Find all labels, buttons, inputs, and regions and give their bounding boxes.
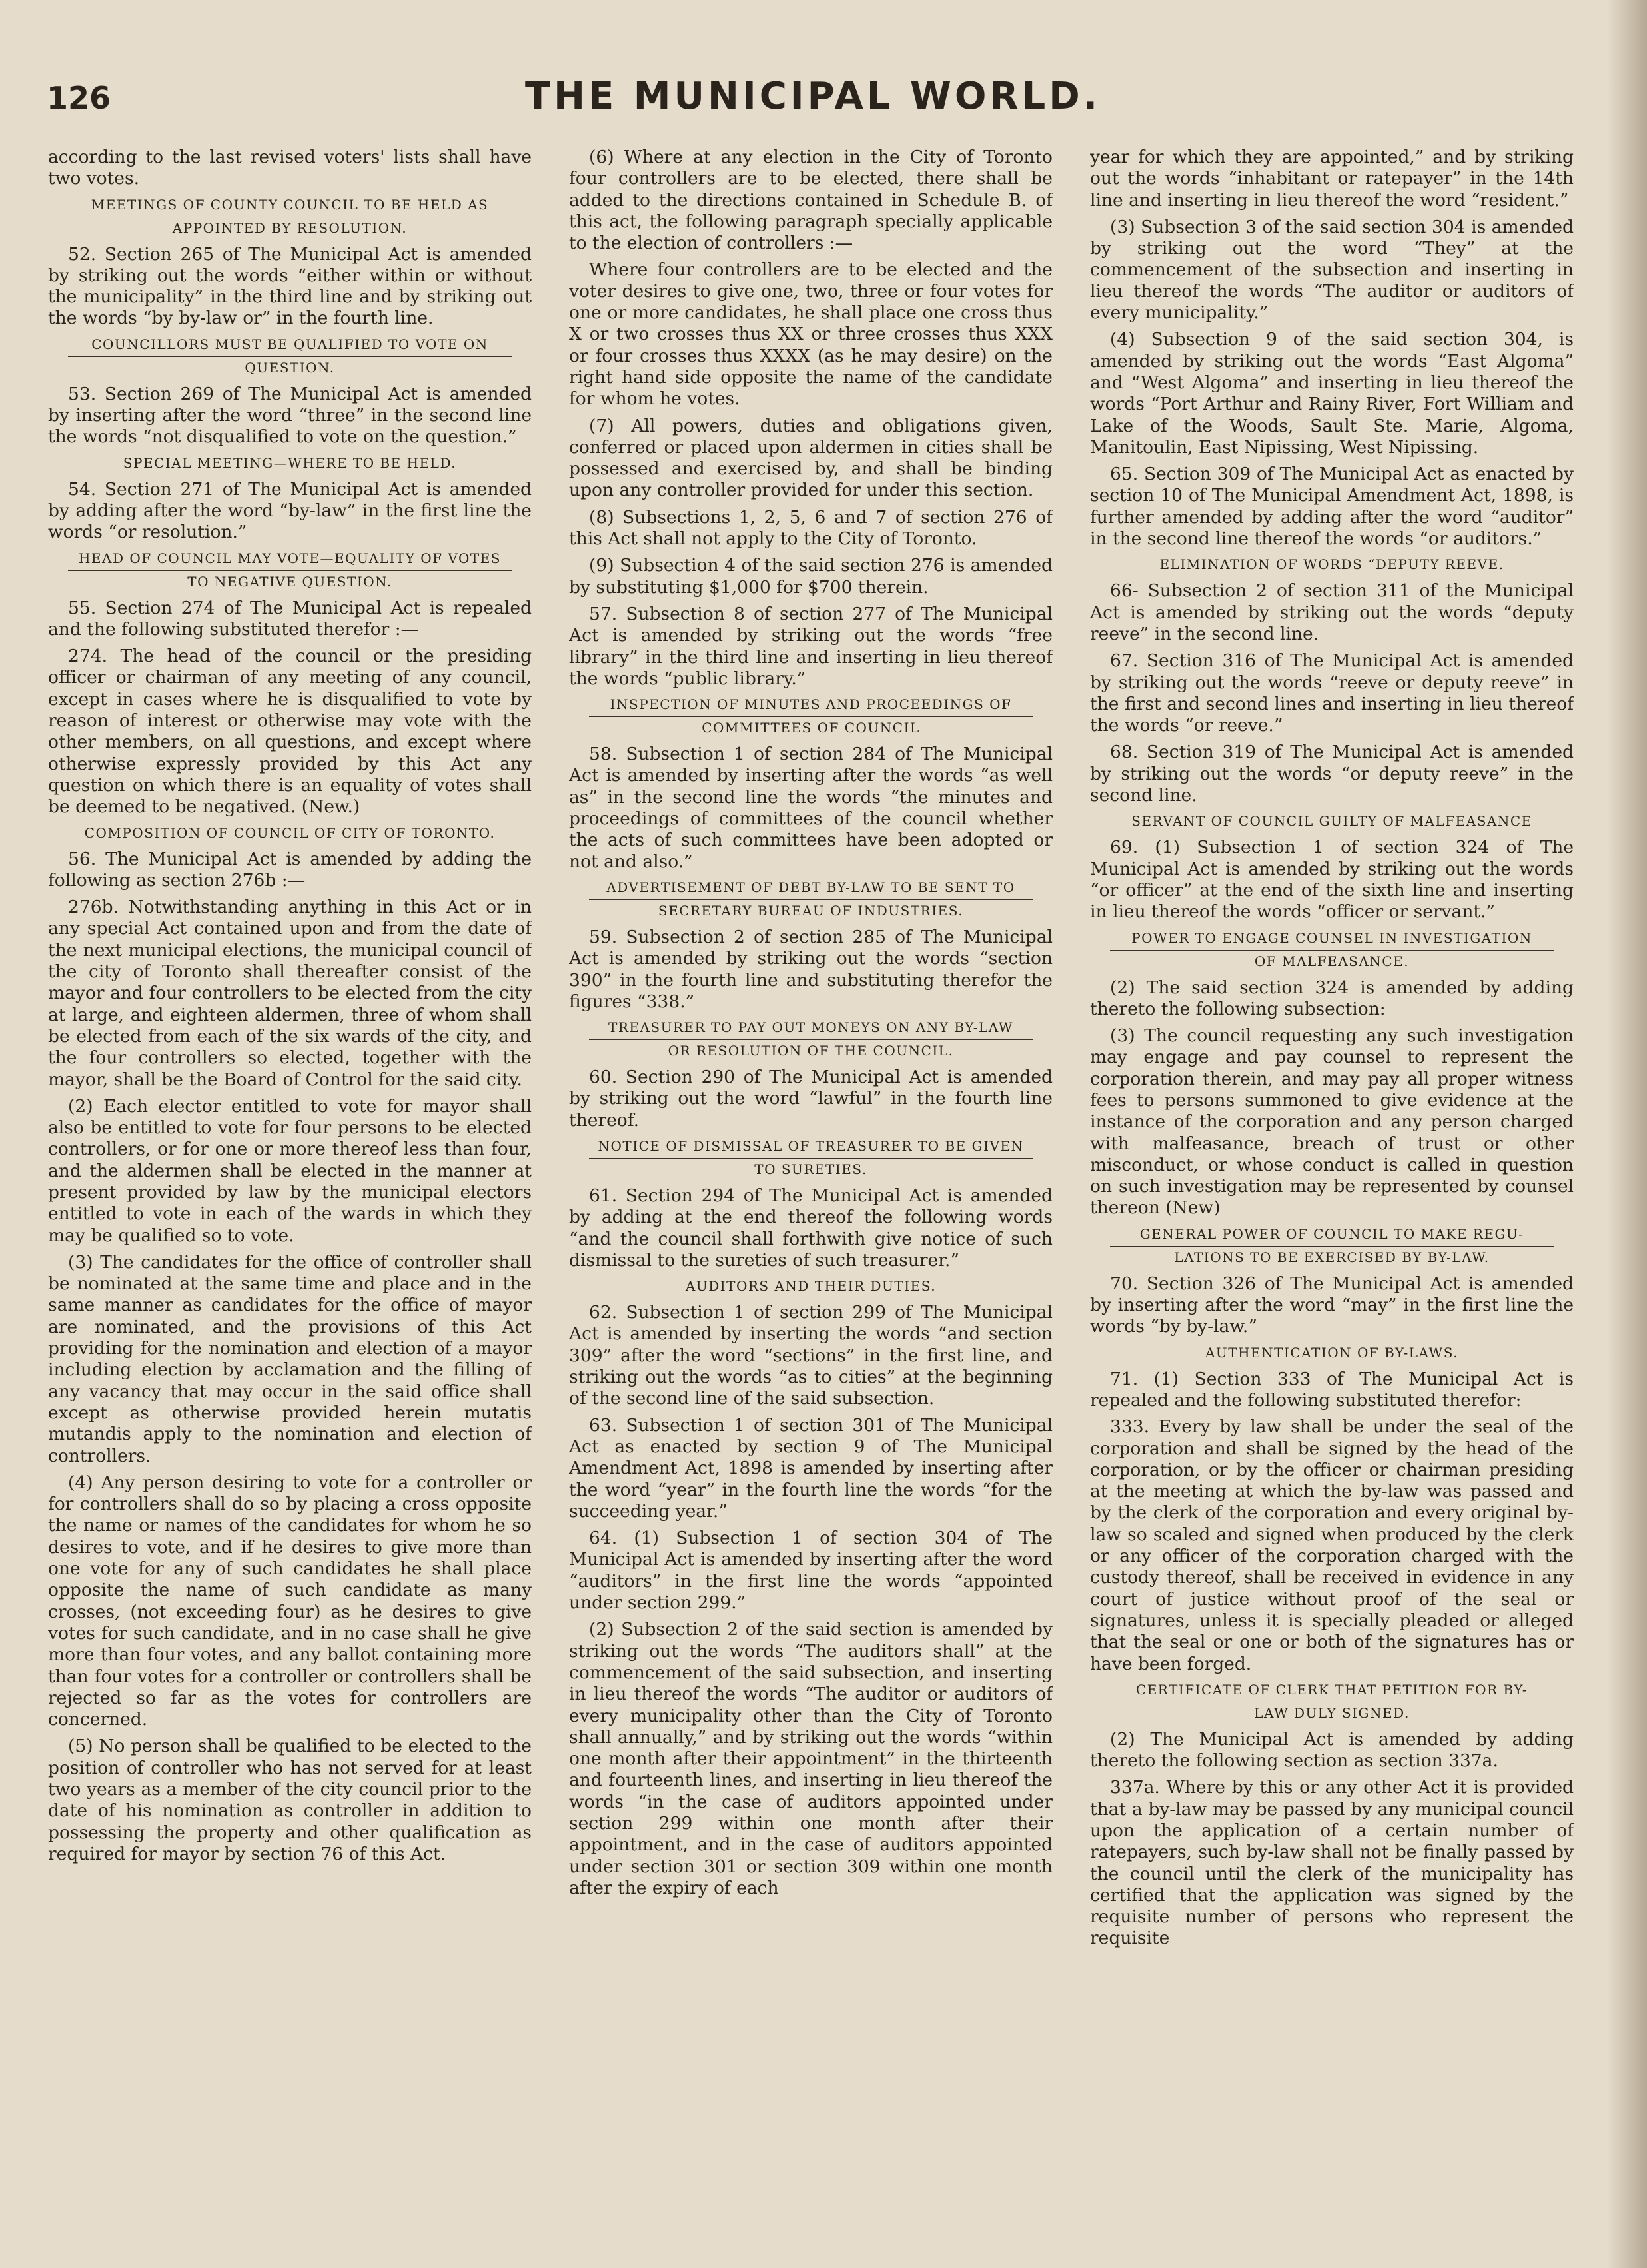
section-heading-line: AUDITORS AND THEIR DUTIES.: [685, 1278, 937, 1295]
paragraph: year for which they are appointed,” and by striking out the words “inhabitant or ratepayer” in the 14th line and inserting in lieu thereof the word “resident.”: [1090, 147, 1574, 211]
paragraph: 337a. Where by this or any other Act it is provided that a by-law may be passed by any municipal council upon the application of a certain number of ratepayers, such by-law shall not be finally passed by the council until the clerk of the municipality has certified that the application was signed by the requisite number of persons who represent the requisite: [1090, 1777, 1574, 1949]
paragraph: 276b. Notwithstanding anything in this Act or in any special Act contained upon and from the date of the next municipal elections, the municipal council of the city of Toronto shall thereafter consist of the mayor and four controllers to be elected from the city at large, and eighteen aldermen, three of whom shall be elected from each of the six wards of the city, and the four controllers so elected, together with the mayor, shall be the Board of Control for the said city.: [48, 897, 532, 1090]
section-heading-line: AUTHENTICATION OF BY-LAWS.: [1205, 1344, 1459, 1361]
section-heading-line: COMPOSITION OF COUNCIL OF CITY OF TORONTO.: [84, 824, 496, 841]
paragraph: (3) The council requesting any such investigation may engage and pay counsel to represent the corporation therein, and may pay all proper witness fees to persons summoned to give evidence at the instance of the corporation and any person charged with malfeasance, breach of trust or other misconduct, or whose conduct is called in question on such investigation may be represented by counsel thereon (New): [1090, 1025, 1574, 1219]
paragraph: 57. Subsection 8 of section 277 of The Municipal Act is amended by striking out the words “free library” in the third line and inserting in lieu thereof the words “public library.”: [569, 603, 1053, 689]
paragraph: (4) Any person desiring to vote for a controller or for controllers shall do so by placing a cross opposite the name or names of the candidates for whom he so desires to vote, and if he desires to give more than one vote for any of such candidates he shall place opposite the name of such candidate as many crosses, (not exceeding four) as he desires to give votes for such candidate, and in no case shall he give more than four votes, and any ballot containing more than four votes for a controller or controllers shall be rejected so far as the votes for controllers are concerned.: [48, 1472, 532, 1730]
paragraph: 59. Subsection 2 of section 285 of The Municipal Act is amended by striking out the words “section 390” in the fourth line and substituting therefor the figures “338.”: [569, 926, 1053, 1012]
paragraph: 274. The head of the council or the presiding officer or chairman of any meeting of any council, except in cases where he is disqualified to vote by reason of interest or otherwise may vote with the other members, on all questions, and except where otherwise expressly provided by this Act any question on which there is an equality of votes shall be deemed to be negatived. (New.): [48, 646, 532, 818]
section-heading: [569, 1277, 1053, 1295]
paragraph: 70. Section 326 of The Municipal Act is amended by inserting after the word “may” in the first line the words “by by-law.”: [1090, 1273, 1574, 1337]
section-heading-line: GENERAL POWER OF COUNCIL TO MAKE REGU-: [1139, 1225, 1524, 1242]
paragraph: 60. Section 290 of The Municipal Act is amended by striking out the word “lawful” in the fourth line thereof.: [569, 1067, 1053, 1131]
section-heading-line: LATIONS TO BE EXERCISED BY BY-LAW.: [1110, 1246, 1554, 1267]
section-heading: [48, 824, 532, 842]
paragraph: 67. Section 316 of The Municipal Act is amended by striking out the words “reeve or deputy reeve” in the first and second lines and inserting in lieu thereof the words “or reeve.”: [1090, 650, 1574, 736]
section-heading-line: COUNCILLORS MUST BE QUALIFIED TO VOTE ON: [91, 336, 488, 352]
page-number: 126: [47, 80, 111, 116]
paragraph: 68. Section 319 of The Municipal Act is amended by striking out the words “or deputy reeve” in the second line.: [1090, 742, 1574, 806]
section-heading-line: TO NEGATIVE QUESTION.: [68, 570, 512, 591]
section-heading: [569, 695, 1053, 737]
paragraph: (7) All powers, duties and obligations given, conferred or placed upon aldermen in cities shall be possessed and exercised by, and shall be binding upon any controller provided for under this section.: [569, 415, 1053, 501]
section-heading-line: NOTICE OF DISMISSAL OF TREASURER TO BE GIVEN: [598, 1137, 1024, 1154]
paragraph: 58. Subsection 1 of section 284 of The Municipal Act is amended by inserting after the words “as well as” in the second line the words “the minutes and proceedings of committees of the council whether the acts of such committees have been adopted or not and also.”: [569, 744, 1053, 872]
paragraph: 62. Subsection 1 of section 299 of The Municipal Act is amended by inserting the words “and section 309” after the word “sections” in the first line, and striking out the words “as to cities” at the beginning of the second line of the said subsection.: [569, 1302, 1053, 1409]
paragraph: (4) Subsection 9 of the said section 304, is amended by striking out the words “East Algoma” and “West Algoma” and inserting in lieu thereof the words “Port Arthur and Rainy River, Fort William and Lake of the Woods, Sault Ste. Marie, Algoma, Manitoulin, East Nipissing, West Nipissing.: [1090, 329, 1574, 458]
section-heading: [48, 549, 532, 591]
section-heading-line: SERVANT OF COUNCIL GUILTY OF MALFEASANCE: [1131, 813, 1532, 830]
paragraph: 53. Section 269 of The Municipal Act is amended by inserting after the word “three” in the second line the words “not disqualified to vote on the question.”: [48, 383, 532, 448]
column-3: [1090, 147, 1574, 2245]
paragraph: 65. Section 309 of The Municipal Act as enacted by section 10 of The Municipal Amendment Act, 1898, is further amended by adding after the word “auditor” in the second line thereof the words “or auditors.”: [1090, 464, 1574, 550]
section-heading-line: HEAD OF COUNCIL MAY VOTE—EQUALITY OF VOTES: [78, 550, 502, 566]
section-heading: [1090, 1680, 1574, 1722]
section-heading: [1090, 929, 1574, 971]
paragraph: (3) The candidates for the office of controller shall be nominated at the same time and place and in the same manner as candidates for the office of mayor are nominated, and the provisions of this Act providing for the nomination and election of a mayor including election by acclamation and the filling of any vacancy that may occur in the said office shall except as otherwise provided herein mutatis mutandis apply to the nomination and election of controllers.: [48, 1251, 532, 1466]
section-heading: [48, 335, 532, 377]
paragraph: (3) Subsection 3 of the said section 304 is amended by striking out the word “They” at the commencement of the subsection and inserting in lieu thereof the words “The auditor or auditors of every municipality.”: [1090, 216, 1574, 324]
section-heading: [48, 454, 532, 472]
paragraph: (6) Where at any election in the City of Toronto four controllers are to be elected, there shall be added to the directions contained in Schedule B. of this act, the following paragraph specially applicable to the election of controllers :—: [569, 147, 1053, 254]
column-2: [569, 147, 1053, 2245]
paragraph: 66- Subsection 2 of section 311 of the Municipal Act is amended by striking out the words “deputy reeve” in the second line.: [1090, 580, 1574, 644]
section-heading: [569, 1018, 1053, 1060]
paragraph: 56. The Municipal Act is amended by adding the following as section 276b :—: [48, 848, 532, 891]
section-heading-line: COMMITTEES OF COUNCIL: [589, 716, 1033, 737]
page-header: [40, 75, 1586, 128]
section-heading: [1090, 1343, 1574, 1362]
section-heading-line: POWER TO ENGAGE COUNSEL IN INVESTIGATION: [1131, 929, 1532, 946]
section-heading-line: MEETINGS OF COUNTY COUNCIL TO BE HELD AS: [91, 196, 489, 213]
paragraph: (2) The Municipal Act is amended by adding thereto the following section as section 337a.: [1090, 1728, 1574, 1772]
paragraph: according to the last revised voters' lists shall have two votes.: [48, 147, 532, 189]
section-heading-line: TO SURETIES.: [589, 1158, 1033, 1179]
paragraph: 333. Every by law shall be under the seal of the corporation and shall be signed by the head of the corporation, or by the officer or chairman presiding at the meeting at which the by-law was passed and by the clerk of the corporation and every original by-law so scaled and signed when produced by the clerk or any officer of the corporation charged with the custody thereof, shall be received in evidence in any court of justice without proof of the seal or signatures, unless it is specially pleaded or alleged that the seal or one or both of the signatures has or have been forged.: [1090, 1417, 1574, 1674]
section-heading-line: OF MALFEASANCE.: [1110, 950, 1554, 971]
paragraph: 63. Subsection 1 of section 301 of The Municipal Act as enacted by section 9 of The Municipal Amendment Act, 1898 is amended by inserting after the word “year” in the fourth line the words “for the succeeding year.”: [569, 1415, 1053, 1522]
paragraph: (9) Subsection 4 of the said section 276 is amended by substituting $1,000 for $700 therein.: [569, 555, 1053, 598]
section-heading: [1090, 555, 1574, 574]
column-1: [48, 147, 532, 2245]
section-heading-line: CERTIFICATE OF CLERK THAT PETITION FOR BY-: [1135, 1681, 1528, 1698]
paragraph: (2) The said section 324 is amended by adding thereto the following subsection:: [1090, 977, 1574, 1019]
section-heading-line: SECRETARY BUREAU OF INDUSTRIES.: [589, 899, 1033, 920]
section-heading: [48, 195, 532, 237]
paragraph: 61. Section 294 of The Municipal Act is amended by adding at the end thereof the following words “and the council shall forthwith give notice of such dismissal to the sureties of such treasurer.”: [569, 1185, 1053, 1271]
article-columns: [48, 147, 1574, 2245]
section-heading-line: SPECIAL MEETING—WHERE TO BE HELD.: [123, 454, 457, 471]
paragraph: (2) Subsection 2 of the said section is amended by striking out the words “The auditors shall” at the commencement of the said subsection, and inserting in lieu thereof the words “The auditor or auditors of every municipality other than the City of Toronto shall annually,” and by striking out the words “within one month after their appointment” in the thirteenth and fourteenth lines, and inserting in lieu thereof the words “in the case of auditors appointed under section 299 within one month after their appointment, and in the case of auditors appointed under section 301 or section 309 within one month after the expiry of each: [569, 1619, 1053, 1898]
section-heading-line: APPOINTED BY RESOLUTION.: [68, 217, 512, 237]
section-heading-line: LAW DULY SIGNED.: [1110, 1702, 1554, 1722]
paragraph: (5) No person shall be qualified to be elected to the position of controller who has not served for at least two years as a member of the city council prior to the date of his nomination as controller in addition to possessing the property and other qualification as required for mayor by section 76 of this Act.: [48, 1736, 532, 1864]
section-heading: [1090, 1225, 1574, 1267]
paragraph: (2) Each elector entitled to vote for mayor shall also be entitled to vote for four persons to be elected controllers, or for one or more thereof less than four, and the aldermen shall be elected in the manner at present provided by law by the municipal electors entitled to vote in each of the wards in which they may be qualified so to vote.: [48, 1095, 532, 1246]
section-heading-line: OR RESOLUTION OF THE COUNCIL.: [589, 1039, 1033, 1060]
section-heading: [1090, 812, 1574, 830]
paragraph: 71. (1) Section 333 of The Municipal Act is repealed and the following substituted therefor:: [1090, 1368, 1574, 1411]
paragraph: 54. Section 271 of The Municipal Act is amended by adding after the word “by-law” in the first line the words “or resolution.”: [48, 478, 532, 543]
paragraph: (8) Subsections 1, 2, 5, 6 and 7 of section 276 of this Act shall not apply to the City of Toronto.: [569, 506, 1053, 550]
page-edge-shadow: [1607, 0, 1647, 2268]
publication-title: THE MUNICIPAL WORLD.: [524, 75, 1101, 118]
paragraph: 69. (1) Subsection 1 of section 324 of The Municipal Act is amended by striking out the words “or officer” at the end of the sixth line and inserting in lieu thereof the words “officer or servant.”: [1090, 837, 1574, 923]
paragraph: 52. Section 265 of The Municipal Act is amended by striking out the words “either within or without the municipality” in the third line and by striking out the words “by by-law or” in the fourth line.: [48, 243, 532, 329]
paragraph: 64. (1) Subsection 1 of section 304 of The Municipal Act is amended by inserting after the word “auditors” in the first line the words “appointed under section 299.”: [569, 1528, 1053, 1614]
paragraph: Where four controllers are to be elected and the voter desires to give one, two, three or four votes for one or more candidates, he shall place one cross thus X or two crosses thus XX or three crosses thus XXX or four crosses thus XXXX (as he may desire) on the right hand side opposite the name of the candidate for whom he votes.: [569, 259, 1053, 410]
section-heading-line: ADVERTISEMENT OF DEBT BY-LAW TO BE SENT TO: [606, 879, 1015, 895]
paragraph: 55. Section 274 of The Municipal Act is repealed and the following substituted therefor :—: [48, 597, 532, 640]
section-heading-line: ELIMINATION OF WORDS “DEPUTY REEVE.: [1159, 556, 1504, 573]
section-heading: [569, 1137, 1053, 1179]
section-heading-line: QUESTION.: [68, 356, 512, 377]
section-heading: [569, 878, 1053, 920]
section-heading-line: TREASURER TO PAY OUT MONEYS ON ANY BY-LAW: [608, 1019, 1013, 1036]
section-heading-line: INSPECTION OF MINUTES AND PROCEEDINGS OF: [610, 696, 1012, 713]
